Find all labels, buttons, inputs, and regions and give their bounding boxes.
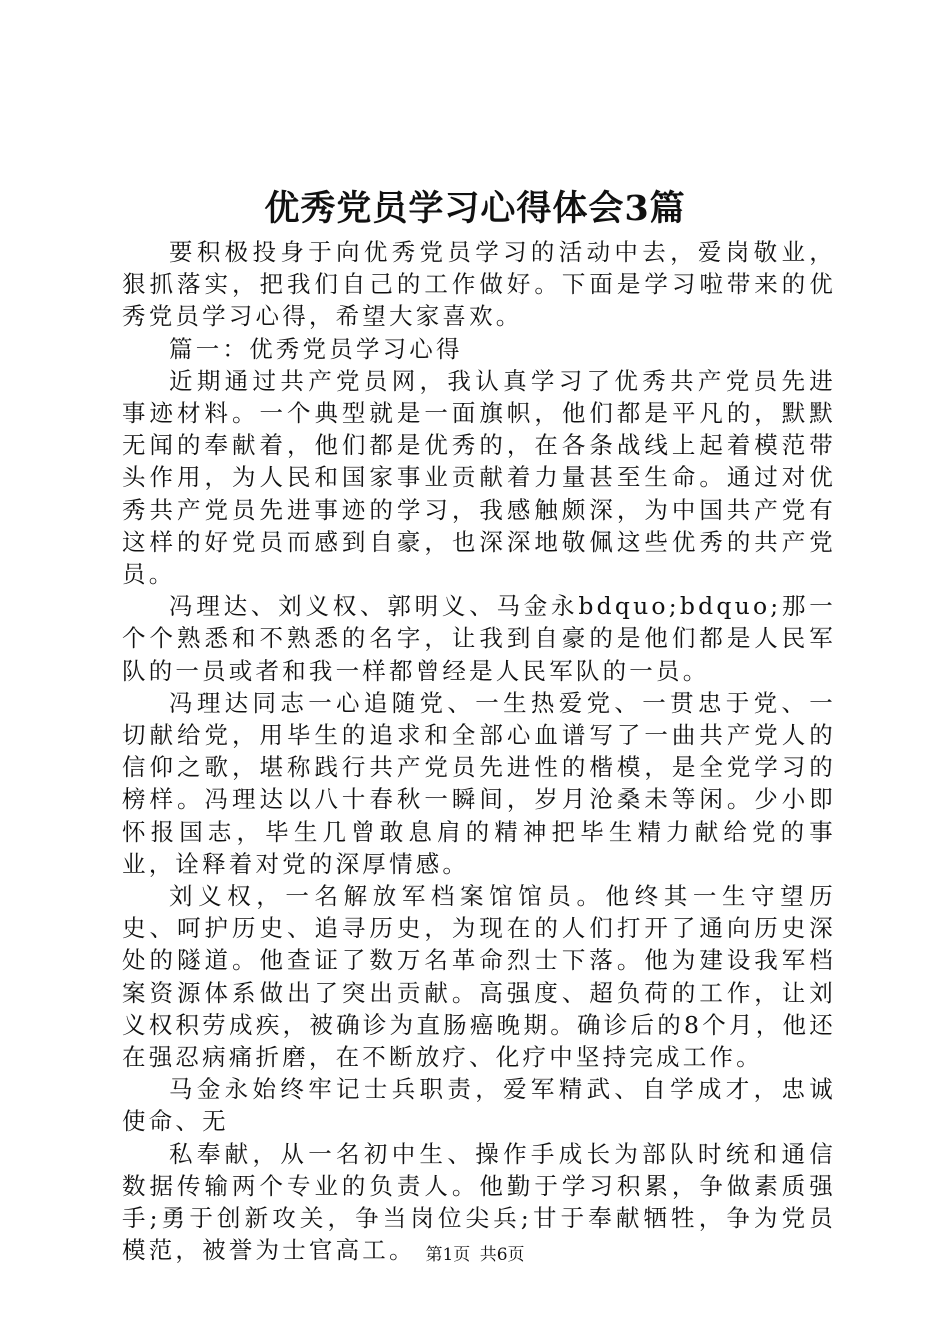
page-footer [0, 1243, 950, 1267]
paragraph: 私奉献，从一名初中生、操作手成长为部队时统和通信数据传输两个专业的负责人。他勤于学习积累，争做素质强手;勇于创新攻关，争当岗位尖兵;甘于奉献牺牲，争为党员模范，被誉为士官高工。 [122, 1139, 836, 1265]
paragraph: 冯理达、刘义权、郭明义、马金永bdquo;bdquo;那一个个熟悉和不熟悉的名字，让我到自豪的是他们都是人民军队的一员或者和我一样都曾经是人民军队的一员。 [122, 592, 836, 685]
paragraph-intro: 要积极投身于向优秀党员学习的活动中去，爱岗敬业，狠抓落实，把我们自己的工作做好。下面是学习啦带来的优秀党员学习心得，希望大家喜欢。 [122, 238, 836, 331]
page-total: 共6页 [479, 1245, 525, 1265]
section-heading: 篇一：优秀党员学习心得 [169, 334, 463, 363]
page-number: 第1页 [425, 1245, 471, 1265]
paragraph: 冯理达同志一心追随党、一生热爱党、一贯忠于党、一切献给党，用毕生的追求和全部心血谱写了一曲共产党人的信仰之歌，堪称践行共产党员先进性的楷模，是全党学习的榜样。冯理达以八十春秋一瞬间，岁月沧桑未等闲。少小即怀报国志，毕生几曾敢息肩的精神把毕生精力献给党的事业，诠释着对党的深厚情感。 [122, 688, 836, 878]
paragraph: 刘义权，一名解放军档案馆馆员。他终其一生守望历史、呵护历史、追寻历史，为现在的人们打开了通向历史深处的隧道。他查证了数万名革命烈士下落。他为建设我军档案资源体系做出了突出贡献。高强度、超负荷的工作，让刘义权积劳成疾，被确诊为直肠癌晚期。确诊后的8个月，他还在强忍病痛折磨，在不断放疗、化疗中坚持完成工作。 [122, 882, 836, 1072]
document-body [122, 236, 836, 1267]
document-title: 优秀党员学习心得体会3篇 [264, 188, 686, 229]
paragraph: 马金永始终牢记士兵职责，爱军精武、自学成才，忠诚使命、无 [122, 1075, 836, 1136]
paragraph: 近期通过共产党员网，我认真学习了优秀共产党员先进事迹材料。一个典型就是一面旗帜，他们都是平凡的，默默无闻的奉献着，他们都是优秀的，在各条战线上起着模范带头作用，为人民和国家事业贡献着力量甚至生命。通过对优秀共产党员先进事迹的学习，我感触颇深，为中国共产党有这样的好党员而感到自豪，也深深地敬佩这些优秀的共产党员。 [122, 366, 836, 589]
